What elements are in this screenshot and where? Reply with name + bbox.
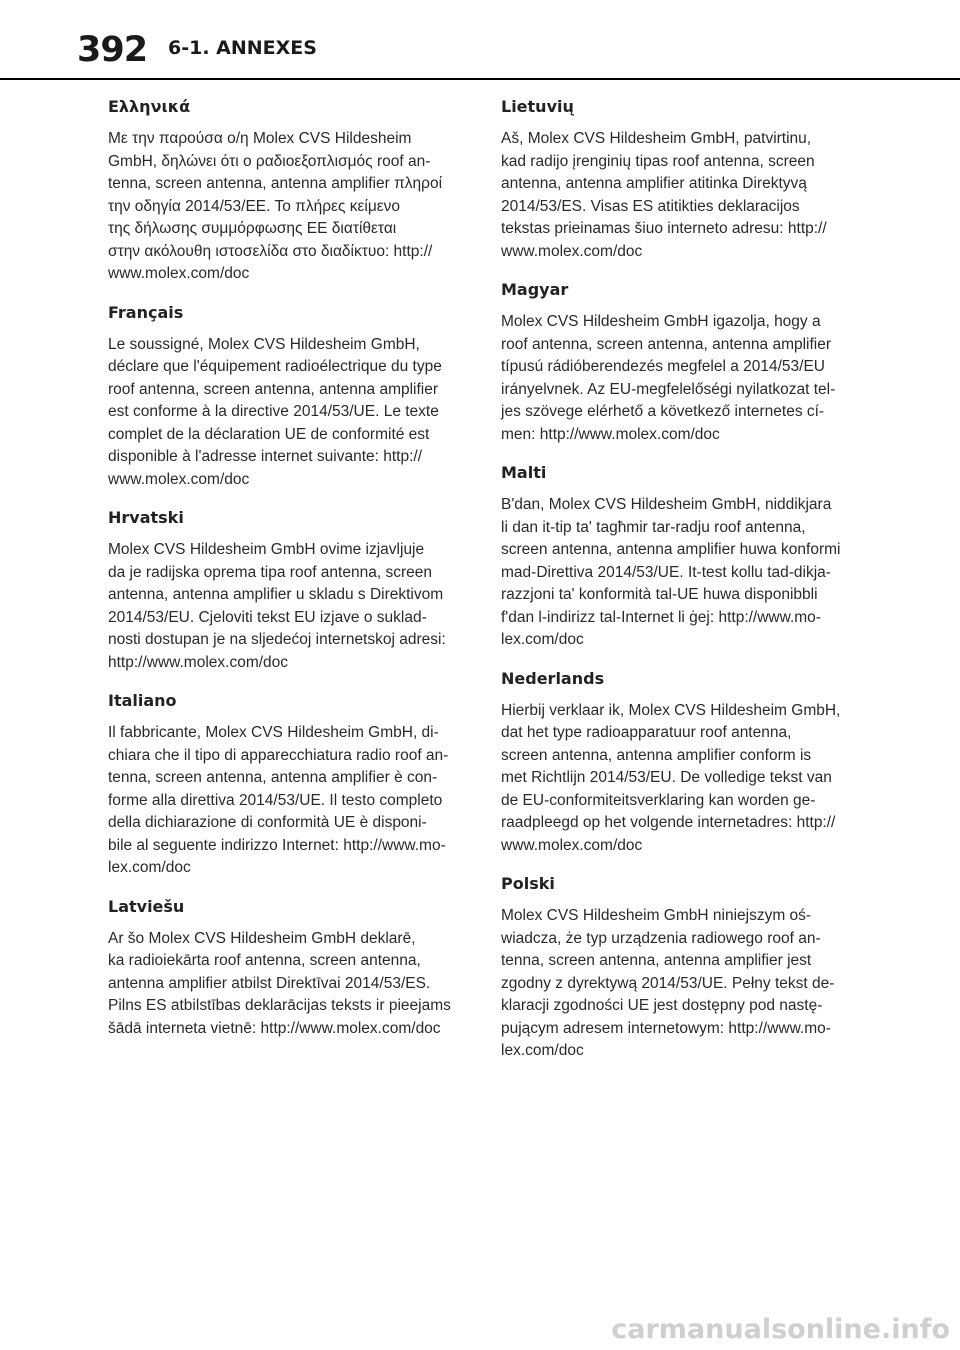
lang-heading: Magyar [501,280,569,299]
lang-section-latvian [108,896,460,1041]
lang-section-greek [108,96,460,286]
header-divider [0,78,960,80]
lang-heading: Hrvatski [108,508,184,527]
declaration-text: Molex CVS Hildesheim GmbH niniejszym oś- wiadcza, że typ urządzenia radiowego roof an- tenna, screen antenna, antenna amplifier jest zgodny z dyrektywą 2014/53/UE. Pełny tekst de- klaracji zgodności UE jest dostępny pod nastę- pującym adresem internetowym: http://www.mo- lex.com/doc [501,907,835,1059]
declaration-text: Molex CVS Hildesheim GmbH igazolja, hogy a roof antenna, screen antenna, antenna amplifier típusú rádióberendezés megfelel a 2014/53/EU irányelvnek. Az EU-megfelelőségi nyilatkozat tel- jes szövege elérhető a következő internetes cí- men: http://www.molex.com/doc [501,313,836,443]
lang-section-french [108,302,460,492]
lang-heading: Malti [501,463,547,482]
lang-section-lithuanian [501,96,853,263]
lang-heading: Français [108,302,184,322]
watermark: carmanualsonline.info [611,1314,950,1345]
lang-heading: Nederlands [501,668,605,688]
lang-section-hungarian [501,279,853,446]
lang-section-maltese [501,462,853,652]
lang-heading: Polski [501,874,555,893]
declaration-text: Il fabbricante, Molex CVS Hildesheim GmbH, di- chiara che il tipo di apparecchiatura radio roof an- tenna, screen antenna, antenna amplifier è con- forme alla direttiva 2014/53/UE. Il testo completo della dichiarazione di conformità UE è disponi- bile al seguente indirizzo Internet: http://www.mo- lex.com/doc [108,724,449,876]
lang-section-croatian [108,507,460,674]
lang-section-polish [501,873,853,1063]
declaration-text: Με την παρούσα ο/η Molex CVS Hildesheim GmbH, δηλώνει ότι ο ραδιοεξοπλισμός roof an- tenna, screen antenna, antenna amplifier πληροί την οδηγία 2014/53/ΕΕ. Το πλήρες κείμενο της δήλωσης συμμόρφωσης ΕΕ διατίθεται στην ακόλουθη ιστοσελίδα στο διαδίκτυο: http:// www.molex.com/doc [108,130,443,282]
declaration-text: Aš, Molex CVS Hildesheim GmbH, patvirtinu, kad radijo įrenginių tipas roof antenna, screen antenna, antenna amplifier atitinka Direktyvą 2014/53/ES. Visas ES atitikties deklaracijos tekstas prieinamas šiuo interneto adresu: http:// www.molex.com/doc [501,130,827,260]
declaration-text: Hierbij verklaar ik, Molex CVS Hildesheim GmbH, dat het type radioapparatuur roof antenna, screen antenna, antenna amplifier conform is met Richtlijn 2014/53/EU. De volledige tekst van de EU-conformiteitsverklaring kan worden ge- raadpleegd op het volgende internetadres: http:// www.molex.com/doc [501,701,841,854]
section-title: 6-1. ANNEXES [168,37,317,59]
lang-heading: Lietuvių [501,97,574,116]
lang-section-dutch [501,668,853,858]
page-number: 392 [77,30,148,70]
declaration-text: Ar šo Molex CVS Hildesheim GmbH deklarē, ka radioiekārta roof antenna, screen antenna, antenna amplifier atbilst Direktīvai 2014/53/ES. Pilns ES atbilstības deklarācijas teksts ir pieejams šādā interneta vietnē: http://www.molex.com/doc [108,929,451,1037]
lang-heading: Latviešu [108,896,185,916]
page-header [0,0,960,80]
declaration-text: Le soussigné, Molex CVS Hildesheim GmbH, déclare que l'équipement radioélectrique du type roof antenna, screen antenna, antenna amplifier est conforme à la directive 2014/53/UE. Le texte complet de la déclaration UE de conformité est disponible à l'adresse internet suivante: http:// www.molex.com/doc [108,335,442,488]
right-column [501,96,853,1079]
lang-section-italian [108,690,460,880]
left-column [108,96,460,1056]
declaration-text: B'dan, Molex CVS Hildesheim GmbH, niddikjara li dan it-tip ta' tagħmir tar-radju roof antenna, screen antenna, antenna amplifier huwa konformi mad-Direttiva 2014/53/UE. It-test kollu tad-dikja- razzjoni ta' konformità tal-UE huwa disponibbli f'dan l-indirizz tal-Internet li ġej: http://www.mo- lex.com/doc [501,496,841,648]
lang-heading: Italiano [108,691,177,710]
lang-heading: Ελληνικά [108,97,191,116]
declaration-text: Molex CVS Hildesheim GmbH ovime izjavljuje da je radijska oprema tipa roof antenna, screen antenna, antenna amplifier u skladu s Direktivom 2014/53/EU. Cjeloviti tekst EU izjave o suklad- nosti dostupan je na sljedećoj internetskoj adresi: http://www.molex.com/doc [108,541,446,671]
